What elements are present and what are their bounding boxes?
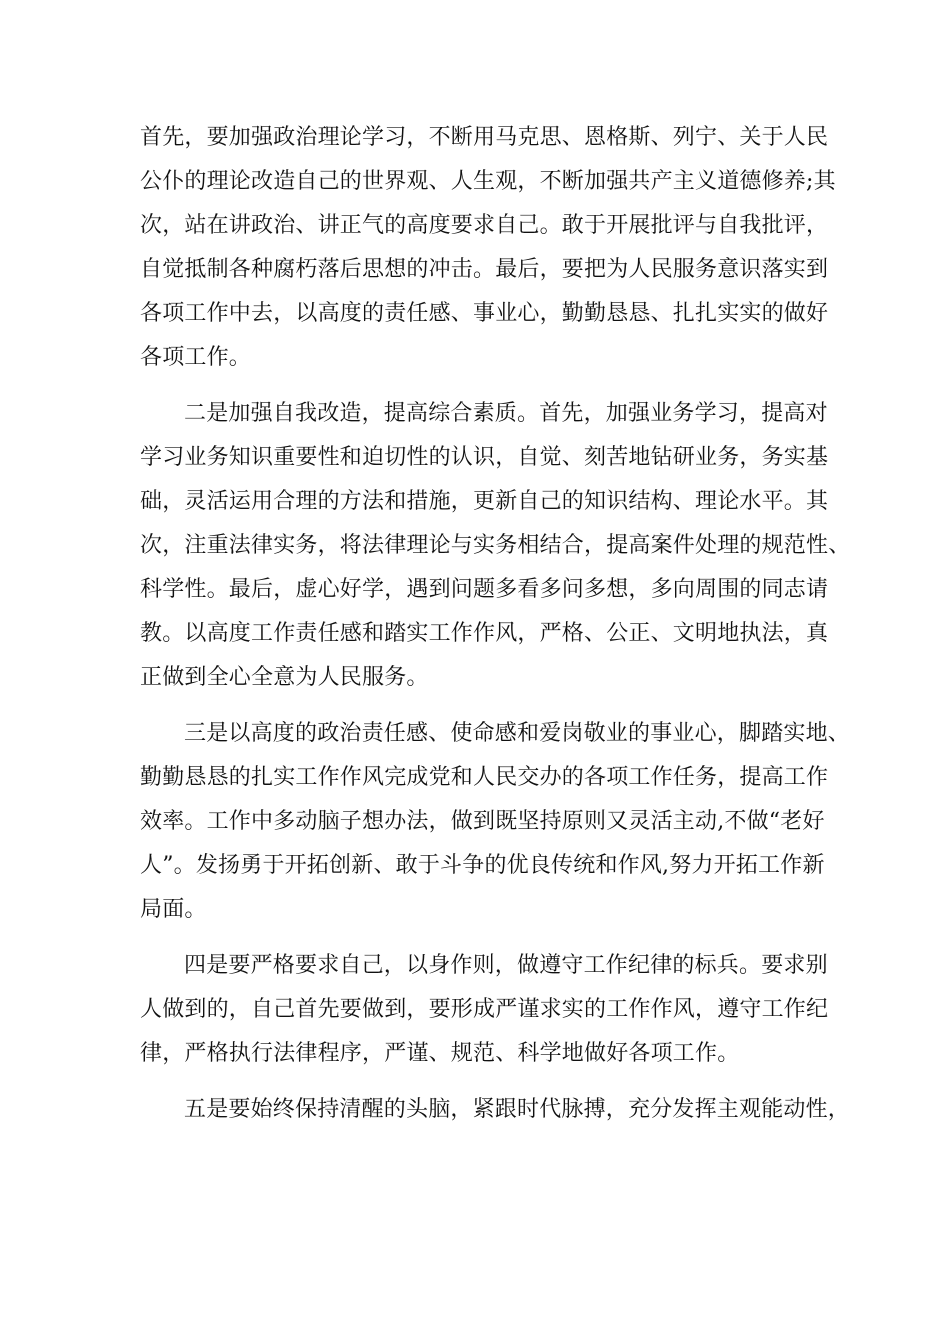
document-body — [140, 116, 851, 1132]
paragraph-start-line: 三是以高度的政治责任感、使命感和爱岗敬业的事业心，脚踏实地、 — [184, 721, 851, 746]
text-line: 首先，要加强政治理论学习，不断用马克思、恩格斯、列宁、关于人民 — [140, 125, 829, 150]
text-line: 效率。工作中多动脑子想办法，做到既坚持原则又灵活主动,不做“老好 — [140, 809, 825, 834]
text-line: 础，灵活运用合理的方法和措施，更新自己的知识结构、理论水平。其 — [140, 489, 829, 514]
text-line: 教。以高度工作责任感和踏实工作作风，严格、公正、文明地执法，真 — [140, 621, 829, 646]
text-line: 人做到的，自己首先要做到，要形成严谨求实的工作作风，遵守工作纪 — [140, 997, 829, 1022]
text-line: 局面。 — [140, 897, 207, 922]
paragraph-start-line: 四是要严格要求自己，以身作则，做遵守工作纪律的标兵。要求别 — [184, 953, 828, 978]
text-line: 学习业务知识重要性和迫切性的认识，自觉、刻苦地钻研业务，务实基 — [140, 445, 829, 470]
paragraph-start-line: 二是加强自我改造，提高综合素质。首先，加强业务学习，提高对 — [184, 401, 828, 426]
text-line: 公仆的理论改造自己的世界观、人生观，不断加强共产主义道德修养;其 — [140, 169, 836, 194]
text-line: 自觉抵制各种腐朽落后思想的冲击。最后，要把为人民服务意识落实到 — [140, 257, 829, 282]
text-line: 各项工作中去，以高度的责任感、事业心，勤勤恳恳、扎扎实实的做好 — [140, 301, 829, 326]
text-line: 科学性。最后，虚心好学，遇到问题多看多问多想，多向周围的同志请 — [140, 577, 829, 602]
text-line: 律，严格执行法律程序，严谨、规范、科学地做好各项工作。 — [140, 1041, 740, 1066]
text-line: 次，注重法律实务，将法律理论与实务相结合，提高案件处理的规范性、 — [140, 533, 851, 558]
text-line: 正做到全心全意为人民服务。 — [140, 665, 429, 690]
text-line: 各项工作。 — [140, 345, 252, 370]
text-line: 勤勤恳恳的扎实工作作风完成党和人民交办的各项工作任务，提高工作 — [140, 765, 829, 790]
paragraph-start-line: 五是要始终保持清醒的头脑，紧跟时代脉搏，充分发挥主观能动性， — [184, 1097, 851, 1122]
text-line: 次，站在讲政治、讲正气的高度要求自己。敢于开展批评与自我批评， — [140, 213, 829, 238]
text-line: 人”。发扬勇于开拓创新、敢于斗争的优良传统和作风,努力开拓工作新 — [140, 853, 825, 878]
